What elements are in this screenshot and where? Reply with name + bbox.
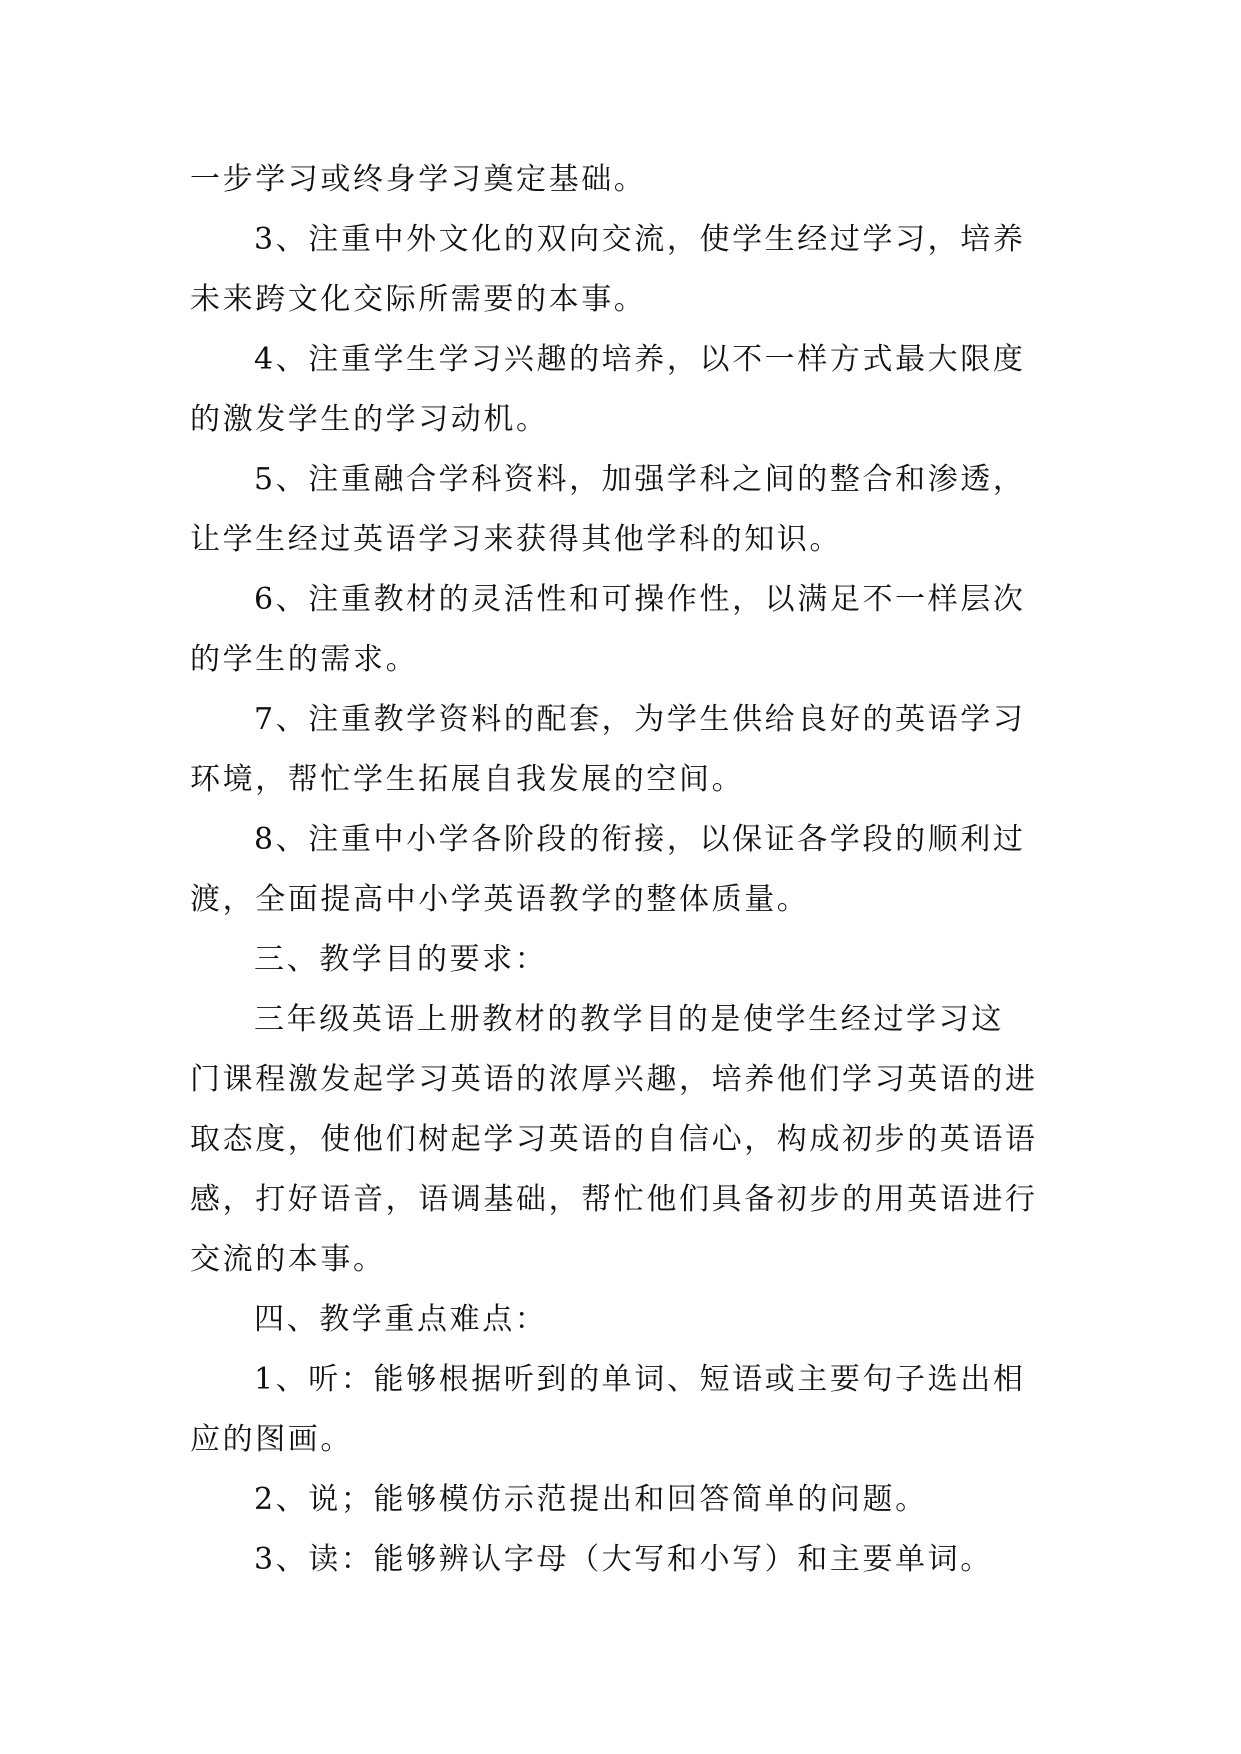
text-line: 的学生的需求。 [190, 642, 419, 677]
paragraph-start-line: 5、注重融合学科资料，加强学科之间的整合和渗透， [254, 462, 1026, 497]
paragraph-start-line: 3、读：能够辨认字母（大写和小写）和主要单词。 [254, 1542, 993, 1577]
paragraph-start-line: 三年级英语上册教材的教学目的是使学生经过学习这 [254, 1002, 1004, 1037]
text-line: 应的图画。 [190, 1422, 353, 1457]
text-line: 让学生经过英语学习来获得其他学科的知识。 [190, 522, 842, 557]
paragraph-start-line: 7、注重教学资料的配套，为学生供给良好的英语学习 [254, 702, 1026, 737]
text-line: 感，打好语音，语调基础，帮忙他们具备初步的用英语进行 [190, 1182, 1038, 1217]
text-line: 未来跨文化交际所需要的本事。 [190, 282, 647, 317]
text-line: 门课程激发起学习英语的浓厚兴趣，培养他们学习英语的进 [190, 1062, 1038, 1097]
paragraph-start-line: 4、注重学生学习兴趣的培养，以不一样方式最大限度 [254, 342, 1026, 377]
text-line: 的激发学生的学习动机。 [190, 402, 549, 437]
text-line: 环境，帮忙学生拓展自我发展的空间。 [190, 762, 745, 797]
paragraph-start-line: 2、说；能够模仿示范提出和回答简单的问题。 [254, 1482, 928, 1517]
text-line: 一步学习或终身学习奠定基础。 [190, 162, 647, 197]
text-line: 取态度，使他们树起学习英语的自信心，构成初步的英语语 [190, 1122, 1038, 1157]
paragraph-start-line: 3、注重中外文化的双向交流，使学生经过学习，培养 [254, 222, 1026, 257]
paragraph-start-line: 8、注重中小学各阶段的衔接，以保证各学段的顺利过 [254, 822, 1026, 857]
text-line: 渡，全面提高中小学英语教学的整体质量。 [190, 882, 810, 917]
section-heading: 四、教学重点难点： [254, 1302, 548, 1337]
section-heading: 三、教学目的要求： [254, 942, 548, 977]
text-line: 交流的本事。 [190, 1242, 386, 1277]
paragraph-start-line: 6、注重教材的灵活性和可操作性，以满足不一样层次 [254, 582, 1026, 617]
paragraph-start-line: 1、听：能够根据听到的单词、短语或主要句子选出相 [254, 1362, 1026, 1397]
document-body [190, 150, 1060, 1590]
